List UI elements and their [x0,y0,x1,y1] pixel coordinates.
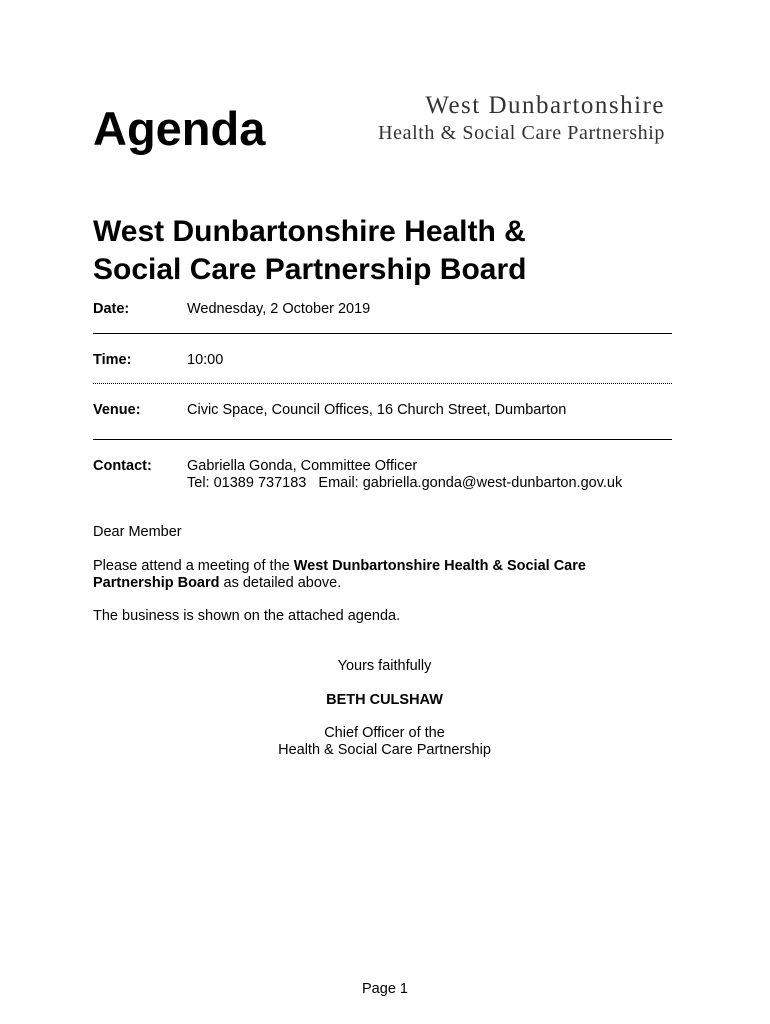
divider [93,439,672,440]
business-paragraph: The business is shown on the attached agenda. [93,608,401,624]
divider [93,383,672,384]
venue-label: Venue: [93,402,141,418]
page-title: Agenda [93,102,266,155]
page-number: Page 1 [362,981,408,997]
logo-line-1: West Dunbartonshire [425,92,665,119]
partnership-logo [330,92,665,146]
board-name: West Dunbartonshire Health & Social Care Partnership Board [93,558,586,591]
time-value: 10:00 [187,352,224,368]
attend-suffix: as detailed above. [219,575,342,591]
signatory-role-line-2: Health & Social Care Partnership [278,742,491,758]
contact-label: Contact: [93,458,152,474]
signatory-role [93,725,676,759]
attend-paragraph [93,558,638,592]
closing: Yours faithfully [337,658,432,674]
board-title-line-1: West Dunbartonshire Health & [93,215,526,248]
date-value: Wednesday, 2 October 2019 [187,301,371,317]
venue-value: Civic Space, Council Offices, 16 Church Street, Dumbarton [187,402,567,418]
date-label: Date: [93,301,130,317]
time-label: Time: [93,352,132,368]
signatory-name: BETH CULSHAW [326,692,443,708]
contact-name: Gabriella Gonda, Committee Officer [187,458,418,474]
attend-prefix: Please attend a meeting of the [93,558,294,574]
board-title [93,213,693,289]
board-title-line-2: Social Care Partnership Board [93,253,527,286]
signatory-role-line-1: Chief Officer of the [324,725,445,741]
contact-phone-email: Tel: 01389 737183 Email: gabriella.gonda@west-dunbarton.gov.uk [187,475,623,491]
divider [93,333,672,334]
contact-value [187,458,622,492]
salutation: Dear Member [93,524,182,540]
logo-line-2: Health & Social Care Partnership [378,122,665,144]
